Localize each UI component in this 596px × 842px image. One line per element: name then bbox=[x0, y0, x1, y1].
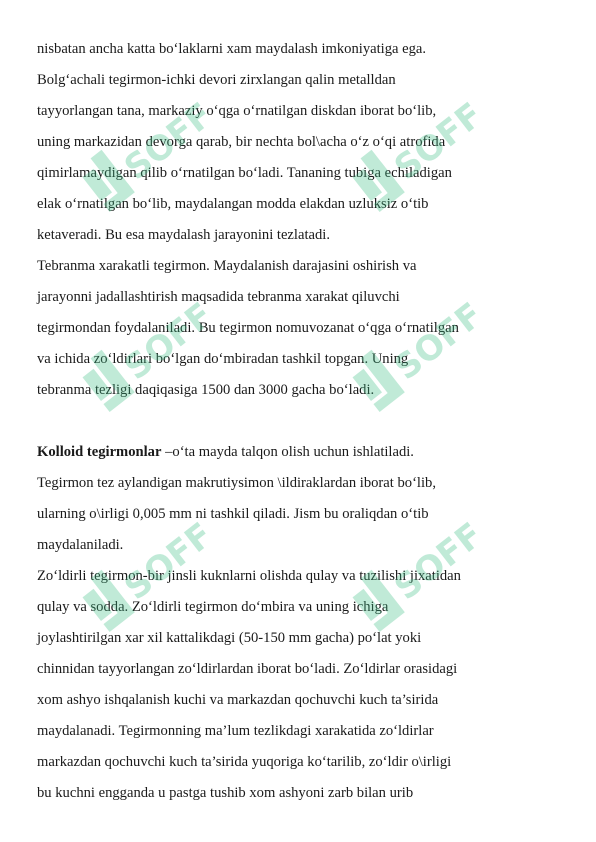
text-line: ularning o\irligi 0,005 mm ni tashkil qiladi. Jism bu oraliqdan o‘tib bbox=[37, 506, 429, 522]
text-line: Bolg‘achali tegirmon-ichki devori zirxlangan qalin metalldan bbox=[37, 72, 396, 88]
logo-text: SOFF bbox=[387, 295, 491, 389]
text-line: Zo‘ldirli tegirmon-bir jinsli kuknlarni olishda qulay va tuzilishi jixatidan bbox=[37, 568, 461, 584]
text-line: va ichida zo‘ldirlari bo‘lgan do‘mbiradan tashkil topgan. Uning bbox=[37, 351, 409, 367]
kolloid-term: Kolloid tegirmonlar bbox=[37, 444, 162, 460]
kolloid-heading-line bbox=[37, 437, 565, 468]
kolloid-definition: –o‘ta mayda talqon olish uchun ishlatiladi. bbox=[161, 444, 414, 460]
paragraph-gap bbox=[37, 406, 565, 437]
text-line: tebranma tezligi daqiqasiga 1500 dan 3000 gacha bo‘ladi. bbox=[37, 382, 375, 398]
text-line: maydalaniladi. bbox=[37, 537, 124, 553]
logo-text: SOFF bbox=[387, 95, 491, 189]
text-line: qimirlamaydigan qilib o‘rnatilgan bo‘ladi. Tananing tubiga echiladigan bbox=[37, 165, 452, 181]
text-line: jarayonni jadallashtirish maqsadida tebranma xarakat qiluvchi bbox=[37, 289, 400, 305]
text-line: qulay va sodda. Zo‘ldirli tegirmon do‘mbira va uning ichiga bbox=[37, 599, 389, 615]
text-line: Tebranma xarakatli tegirmon. Maydalanish darajasini oshirish va bbox=[37, 258, 417, 274]
text-line: nisbatan ancha katta bo‘laklarni xam maydalash imkoniyatiga ega. bbox=[37, 41, 427, 57]
text-line: uning markazidan devorga qarab, bir nechta bol\acha o‘z o‘qi atrofida bbox=[37, 134, 446, 150]
text-line: bu kuchni engganda u pastga tushib xom ashyoni zarb bilan urib bbox=[37, 785, 414, 801]
logo-text: SOFF bbox=[117, 295, 221, 389]
text-line: markazdan qochuvchi kuch ta’sirida yuqoriga ko‘tarilib, zo‘ldir o\irligi bbox=[37, 754, 452, 770]
logo-text: SOFF bbox=[117, 515, 221, 609]
document-body bbox=[37, 34, 565, 809]
logo-text: SOFF bbox=[387, 515, 491, 609]
text-line: maydalanadi. Tegirmonning ma’lum tezlikdagi xarakatida zo‘ldirlar bbox=[37, 723, 434, 739]
text-line: tayyorlangan tana, markaziy o‘qga o‘rnatilgan diskdan iborat bo‘lib, bbox=[37, 103, 437, 119]
text-line: xom ashyo ishqalanish kuchi va markazdan qochuvchi kuch ta’sirida bbox=[37, 692, 439, 708]
logo-text: SOFF bbox=[117, 95, 221, 189]
text-line: chinnidan tayyorlangan zo‘ldirlardan iborat bo‘ladi. Zo‘ldirlar orasidagi bbox=[37, 661, 458, 677]
text-line: joylashtirilgan xar xil kattalikdagi (50-150 mm gacha) po‘lat yoki bbox=[37, 630, 422, 646]
text-line: elak o‘rnatilgan bo‘lib, maydalangan modda elakdan uzluksiz o‘tib bbox=[37, 196, 429, 212]
text-line: ketaveradi. Bu esa maydalash jarayonini tezlatadi. bbox=[37, 227, 330, 243]
text-line: tegirmondan foydalaniladi. Bu tegirmon nomuvozanat o‘qga o‘rnatilgan bbox=[37, 320, 459, 336]
text-line: Tegirmon tez aylandigan makrutiysimon \ildiraklardan iborat bo‘lib, bbox=[37, 475, 436, 491]
